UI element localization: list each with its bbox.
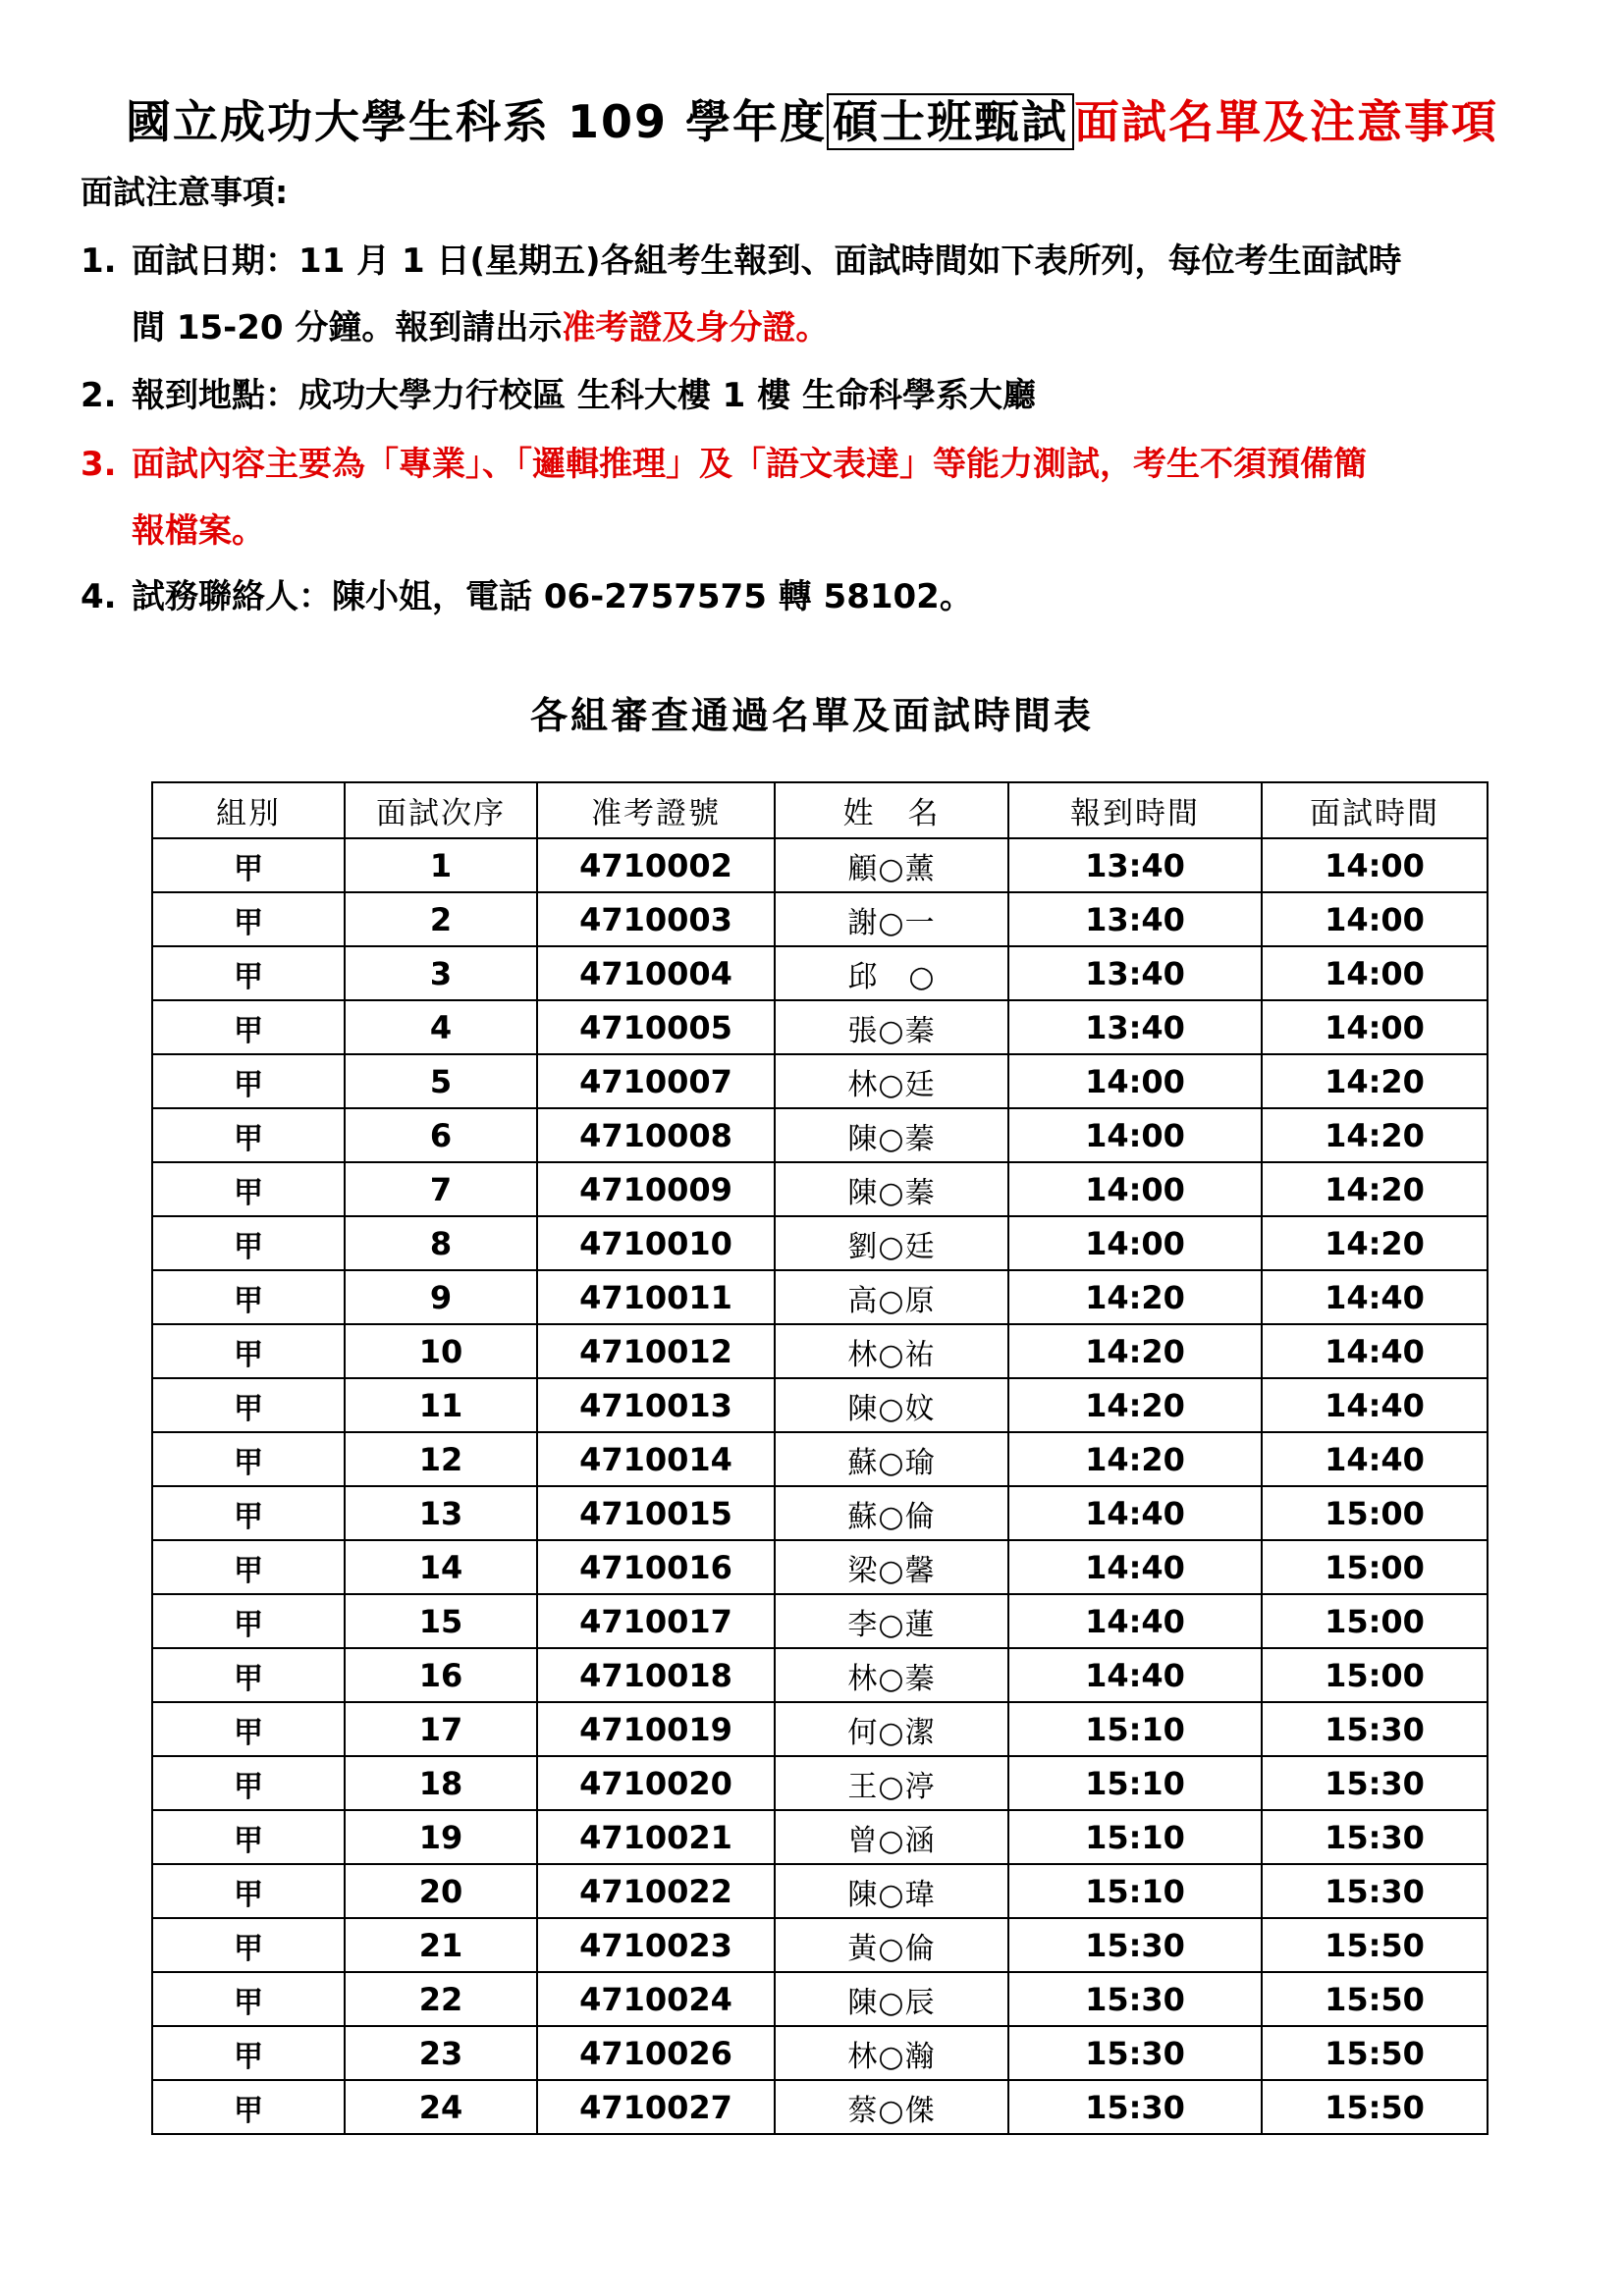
note-text: 面試日期：11 月 1 日(星期五)各組考生報到、面試時間如下表所列，每位考生面試時 xyxy=(132,241,1402,281)
cell-admission-no: 4710005 xyxy=(537,1000,775,1054)
note-number: 2. xyxy=(81,376,117,415)
note-4 xyxy=(81,569,973,617)
cell-name: 李○蓮 xyxy=(775,1594,1008,1648)
title-part2: 面試名單及注意事項 xyxy=(1074,95,1499,148)
cell-name: 梁○馨 xyxy=(775,1540,1008,1594)
cell-name: 張○蓁 xyxy=(775,1000,1008,1054)
cell-group: 甲 xyxy=(152,1378,345,1432)
note-number: 1. xyxy=(81,241,117,281)
cell-checkin-time: 15:10 xyxy=(1008,1702,1262,1756)
cell-name: 陳○蓁 xyxy=(775,1108,1008,1162)
cell-name: 蘇○瑜 xyxy=(775,1432,1008,1486)
page-title xyxy=(0,86,1624,151)
note-text: 間 15-20 分鐘。報到請出示 xyxy=(132,308,563,347)
cell-order: 4 xyxy=(345,1000,537,1054)
cell-admission-no: 4710012 xyxy=(537,1324,775,1378)
cell-interview-time: 14:00 xyxy=(1262,892,1488,946)
cell-group: 甲 xyxy=(152,1162,345,1216)
cell-admission-no: 4710022 xyxy=(537,1864,775,1918)
cell-name: 何○潔 xyxy=(775,1702,1008,1756)
cell-group: 甲 xyxy=(152,1594,345,1648)
cell-group: 甲 xyxy=(152,1108,345,1162)
cell-admission-no: 4710002 xyxy=(537,838,775,892)
cell-checkin-time: 14:00 xyxy=(1008,1216,1262,1270)
cell-interview-time: 14:00 xyxy=(1262,946,1488,1000)
title-boxed: 碩士班甄試 xyxy=(827,93,1074,150)
note-number: 4. xyxy=(81,577,117,616)
note-continuation xyxy=(132,300,829,348)
cell-group: 甲 xyxy=(152,1000,345,1054)
cell-admission-no: 4710027 xyxy=(537,2080,775,2134)
note-highlight: 報檔案。 xyxy=(132,511,265,551)
cell-order: 1 xyxy=(345,838,537,892)
cell-interview-time: 14:40 xyxy=(1262,1432,1488,1486)
cell-name: 蘇○倫 xyxy=(775,1486,1008,1540)
cell-group: 甲 xyxy=(152,1216,345,1270)
table-row xyxy=(152,1324,1488,1378)
cell-order: 5 xyxy=(345,1054,537,1108)
cell-admission-no: 4710020 xyxy=(537,1756,775,1810)
cell-name: 陳○蓁 xyxy=(775,1162,1008,1216)
cell-interview-time: 14:00 xyxy=(1262,1000,1488,1054)
cell-name: 林○瀚 xyxy=(775,2026,1008,2080)
cell-group: 甲 xyxy=(152,892,345,946)
cell-checkin-time: 15:10 xyxy=(1008,1864,1262,1918)
table-row xyxy=(152,1162,1488,1216)
note-number: 3. xyxy=(81,445,117,484)
cell-order: 3 xyxy=(345,946,537,1000)
table-row xyxy=(152,2080,1488,2134)
note-text: 試務聯絡人：陳小姐，電話 06-2757575 轉 58102。 xyxy=(132,577,973,616)
cell-checkin-time: 14:20 xyxy=(1008,1324,1262,1378)
cell-admission-no: 4710018 xyxy=(537,1648,775,1702)
cell-name: 陳○妏 xyxy=(775,1378,1008,1432)
cell-group: 甲 xyxy=(152,1324,345,1378)
cell-name: 曾○涵 xyxy=(775,1810,1008,1864)
table-row xyxy=(152,1432,1488,1486)
schedule-table xyxy=(151,781,1489,2135)
cell-interview-time: 14:20 xyxy=(1262,1162,1488,1216)
note-text: 報到地點：成功大學力行校區 生科大樓 1 樓 生命科學系大廳 xyxy=(132,376,1037,415)
cell-interview-time: 15:00 xyxy=(1262,1486,1488,1540)
cell-admission-no: 4710024 xyxy=(537,1972,775,2026)
cell-group: 甲 xyxy=(152,1648,345,1702)
table-row xyxy=(152,1000,1488,1054)
cell-group: 甲 xyxy=(152,1702,345,1756)
cell-checkin-time: 14:00 xyxy=(1008,1108,1262,1162)
header-name: 姓 名 xyxy=(775,782,1008,838)
header-checkin-time: 報到時間 xyxy=(1008,782,1262,838)
cell-group: 甲 xyxy=(152,838,345,892)
cell-interview-time: 15:30 xyxy=(1262,1810,1488,1864)
cell-admission-no: 4710023 xyxy=(537,1918,775,1972)
cell-checkin-time: 13:40 xyxy=(1008,946,1262,1000)
cell-group: 甲 xyxy=(152,1486,345,1540)
table-row xyxy=(152,1756,1488,1810)
cell-name: 陳○辰 xyxy=(775,1972,1008,2026)
table-row xyxy=(152,1270,1488,1324)
cell-interview-time: 15:30 xyxy=(1262,1702,1488,1756)
cell-interview-time: 15:50 xyxy=(1262,2080,1488,2134)
cell-checkin-time: 13:40 xyxy=(1008,838,1262,892)
cell-checkin-time: 14:40 xyxy=(1008,1648,1262,1702)
cell-checkin-time: 15:10 xyxy=(1008,1756,1262,1810)
cell-interview-time: 15:30 xyxy=(1262,1864,1488,1918)
cell-interview-time: 15:50 xyxy=(1262,1972,1488,2026)
table-row xyxy=(152,1972,1488,2026)
cell-interview-time: 15:50 xyxy=(1262,2026,1488,2080)
header-admission-no: 准考證號 xyxy=(537,782,775,838)
cell-checkin-time: 15:30 xyxy=(1008,1972,1262,2026)
cell-checkin-time: 15:10 xyxy=(1008,1810,1262,1864)
cell-name: 林○蓁 xyxy=(775,1648,1008,1702)
cell-admission-no: 4710011 xyxy=(537,1270,775,1324)
cell-checkin-time: 14:20 xyxy=(1008,1270,1262,1324)
cell-name: 謝○一 xyxy=(775,892,1008,946)
cell-order: 16 xyxy=(345,1648,537,1702)
cell-group: 甲 xyxy=(152,2080,345,2134)
header-group: 組別 xyxy=(152,782,345,838)
cell-order: 21 xyxy=(345,1918,537,1972)
cell-interview-time: 14:40 xyxy=(1262,1324,1488,1378)
cell-checkin-time: 15:30 xyxy=(1008,2080,1262,2134)
cell-interview-time: 14:20 xyxy=(1262,1054,1488,1108)
cell-name: 黃○倫 xyxy=(775,1918,1008,1972)
cell-interview-time: 14:20 xyxy=(1262,1108,1488,1162)
cell-order: 18 xyxy=(345,1756,537,1810)
table-row xyxy=(152,1594,1488,1648)
table-row xyxy=(152,1486,1488,1540)
cell-order: 13 xyxy=(345,1486,537,1540)
table-row xyxy=(152,2026,1488,2080)
table-row xyxy=(152,1810,1488,1864)
table-header-row xyxy=(152,782,1488,838)
cell-order: 9 xyxy=(345,1270,537,1324)
cell-order: 11 xyxy=(345,1378,537,1432)
cell-interview-time: 15:00 xyxy=(1262,1648,1488,1702)
cell-checkin-time: 15:30 xyxy=(1008,1918,1262,1972)
cell-order: 8 xyxy=(345,1216,537,1270)
table-row xyxy=(152,838,1488,892)
table-row xyxy=(152,1864,1488,1918)
cell-admission-no: 4710003 xyxy=(537,892,775,946)
cell-admission-no: 4710009 xyxy=(537,1162,775,1216)
cell-group: 甲 xyxy=(152,1432,345,1486)
table-row xyxy=(152,1108,1488,1162)
cell-checkin-time: 13:40 xyxy=(1008,892,1262,946)
cell-interview-time: 14:40 xyxy=(1262,1378,1488,1432)
note-3 xyxy=(81,437,1367,551)
cell-group: 甲 xyxy=(152,946,345,1000)
cell-name: 蔡○傑 xyxy=(775,2080,1008,2134)
cell-name: 王○渟 xyxy=(775,1756,1008,1810)
note-highlight: 面試內容主要為「專業」、「邏輯推理」及「語文表達」等能力測試，考生不須預備簡 xyxy=(132,445,1367,484)
cell-order: 12 xyxy=(345,1432,537,1486)
cell-order: 17 xyxy=(345,1702,537,1756)
note-2 xyxy=(81,368,1036,416)
cell-group: 甲 xyxy=(152,1756,345,1810)
cell-checkin-time: 14:40 xyxy=(1008,1594,1262,1648)
table-row xyxy=(152,1378,1488,1432)
cell-interview-time: 15:50 xyxy=(1262,1918,1488,1972)
cell-name: 林○廷 xyxy=(775,1054,1008,1108)
table-row xyxy=(152,1918,1488,1972)
cell-order: 24 xyxy=(345,2080,537,2134)
table-row xyxy=(152,892,1488,946)
cell-group: 甲 xyxy=(152,1054,345,1108)
cell-group: 甲 xyxy=(152,1810,345,1864)
cell-order: 23 xyxy=(345,2026,537,2080)
cell-admission-no: 4710015 xyxy=(537,1486,775,1540)
cell-order: 7 xyxy=(345,1162,537,1216)
cell-order: 14 xyxy=(345,1540,537,1594)
cell-name: 顧○薰 xyxy=(775,838,1008,892)
note-1 xyxy=(81,234,1402,347)
table-row xyxy=(152,1054,1488,1108)
cell-group: 甲 xyxy=(152,1540,345,1594)
cell-checkin-time: 14:20 xyxy=(1008,1432,1262,1486)
cell-checkin-time: 14:00 xyxy=(1008,1054,1262,1108)
note-highlight: 准考證及身分證。 xyxy=(562,308,830,347)
cell-admission-no: 4710016 xyxy=(537,1540,775,1594)
cell-interview-time: 15:30 xyxy=(1262,1756,1488,1810)
header-interview-time: 面試時間 xyxy=(1262,782,1488,838)
table-row xyxy=(152,1648,1488,1702)
cell-interview-time: 14:20 xyxy=(1262,1216,1488,1270)
cell-group: 甲 xyxy=(152,1972,345,2026)
cell-admission-no: 4710014 xyxy=(537,1432,775,1486)
cell-name: 陳○瑋 xyxy=(775,1864,1008,1918)
cell-checkin-time: 15:30 xyxy=(1008,2026,1262,2080)
cell-group: 甲 xyxy=(152,1270,345,1324)
table-row xyxy=(152,1540,1488,1594)
cell-interview-time: 14:40 xyxy=(1262,1270,1488,1324)
cell-group: 甲 xyxy=(152,1918,345,1972)
cell-name: 高○原 xyxy=(775,1270,1008,1324)
cell-checkin-time: 14:00 xyxy=(1008,1162,1262,1216)
cell-checkin-time: 14:40 xyxy=(1008,1486,1262,1540)
cell-admission-no: 4710008 xyxy=(537,1108,775,1162)
table-row xyxy=(152,1702,1488,1756)
cell-checkin-time: 14:20 xyxy=(1008,1378,1262,1432)
cell-order: 15 xyxy=(345,1594,537,1648)
cell-name: 林○祐 xyxy=(775,1324,1008,1378)
cell-order: 20 xyxy=(345,1864,537,1918)
cell-interview-time: 14:00 xyxy=(1262,838,1488,892)
cell-order: 10 xyxy=(345,1324,537,1378)
cell-interview-time: 15:00 xyxy=(1262,1540,1488,1594)
note-continuation xyxy=(132,504,265,552)
cell-admission-no: 4710026 xyxy=(537,2026,775,2080)
cell-admission-no: 4710017 xyxy=(537,1594,775,1648)
table-title: 各組審查通過名單及面試時間表 xyxy=(529,694,1094,737)
cell-admission-no: 4710019 xyxy=(537,1702,775,1756)
cell-admission-no: 4710007 xyxy=(537,1054,775,1108)
header-order: 面試次序 xyxy=(345,782,537,838)
table-body xyxy=(152,838,1488,2134)
cell-order: 22 xyxy=(345,1972,537,2026)
cell-group: 甲 xyxy=(152,2026,345,2080)
title-part1: 國立成功大學生科系 109 學年度 xyxy=(125,95,828,148)
cell-admission-no: 4710010 xyxy=(537,1216,775,1270)
cell-checkin-time: 13:40 xyxy=(1008,1000,1262,1054)
cell-order: 6 xyxy=(345,1108,537,1162)
cell-admission-no: 4710013 xyxy=(537,1378,775,1432)
cell-admission-no: 4710004 xyxy=(537,946,775,1000)
table-row xyxy=(152,946,1488,1000)
notes-heading: 面試注意事項: xyxy=(81,173,289,211)
cell-group: 甲 xyxy=(152,1864,345,1918)
cell-order: 2 xyxy=(345,892,537,946)
cell-checkin-time: 14:40 xyxy=(1008,1540,1262,1594)
cell-admission-no: 4710021 xyxy=(537,1810,775,1864)
cell-name: 劉○廷 xyxy=(775,1216,1008,1270)
cell-name: 邱 ○ xyxy=(775,946,1008,1000)
cell-order: 19 xyxy=(345,1810,537,1864)
table-row xyxy=(152,1216,1488,1270)
cell-interview-time: 15:00 xyxy=(1262,1594,1488,1648)
